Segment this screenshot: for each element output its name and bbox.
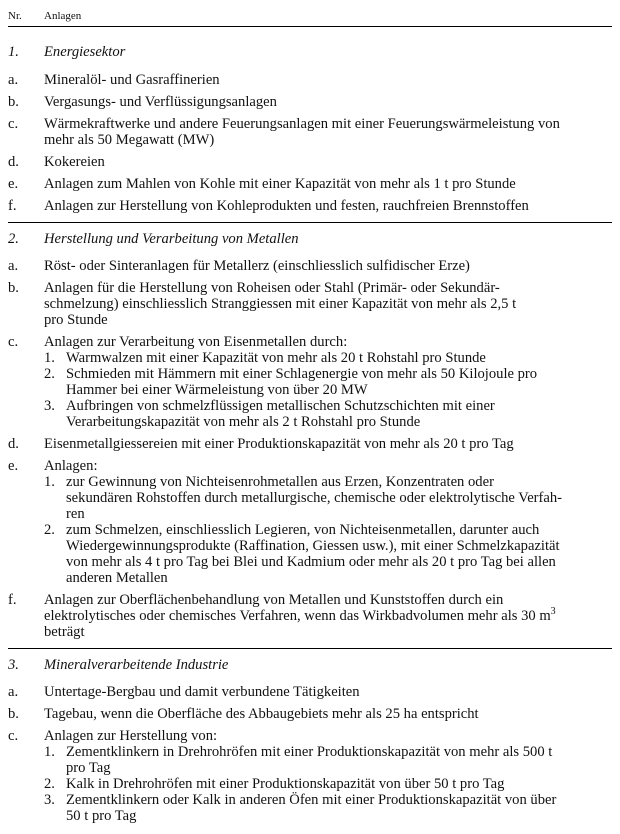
- sub-list-item: 2. zum Schmelzen, einschliesslich Legieren, von Nichteisenmetallen, darunter auch Wiedergewinnungsprodukte (Raffination, Giessen usw.), mit einer Schmelzkapazität von mehr als 4 t pro Tag bei Blei und Kadmium oder mehr als 20 t pro Tag bei allen anderen Metallen: [44, 522, 560, 586]
- list-item: f. Anlagen zur Herstellung von Kohleprodukten und festen, rauchfreien Brennstoffen: [8, 198, 529, 214]
- list-item: b. Anlagen für die Herstellung von Roheisen oder Stahl (Primär- oder Sekundär- schmelzung) einschliesslich Stranggiessen mit einer Kapazität von mehr als 2,5 t pro Stunde: [8, 280, 517, 328]
- sub-list-item: 1. zur Gewinnung von Nichteisenrohmetallen aus Erzen, Konzentraten oder sekundären Rohstoffen durch metallurgische, chemische oder elektrolytische Verfah- ren: [44, 474, 563, 522]
- list-item: e. Anlagen zum Mahlen von Kohle mit einer Kapazität von mehr als 1 t pro Stunde: [8, 176, 516, 192]
- list-item: e. Anlagen:: [8, 458, 98, 474]
- list-item: b. Vergasungs- und Verflüssigungsanlagen: [8, 94, 277, 110]
- header-nr: Nr.: [8, 10, 22, 22]
- sub-list-item: 2. Kalk in Drehrohröfen mit einer Produktionskapazität von über 50 t pro Tag: [44, 776, 505, 792]
- list-item: d. Eisenmetallgiessereien mit einer Produktionskapazität von mehr als 20 t pro Tag: [8, 436, 514, 452]
- list-item: c. Anlagen zur Verarbeitung von Eisenmetallen durch:: [8, 334, 348, 350]
- list-item: a. Röst- oder Sinteranlagen für Metallerz (einschliesslich sulfidischer Erze): [8, 258, 470, 274]
- section-heading: 3. Mineralverarbeitende Industrie: [8, 657, 229, 673]
- list-item: a. Untertage-Bergbau und damit verbundene Tätigkeiten: [8, 684, 360, 700]
- sub-list-item: 1. Warmwalzen mit einer Kapazität von mehr als 20 t Rohstahl pro Stunde: [44, 350, 486, 366]
- header-anlagen: Anlagen: [44, 10, 82, 22]
- sub-list-item: 2. Schmieden mit Hämmern mit einer Schlagenergie von mehr als 50 Kilojoule pro Hammer bei einer Wärmeleistung von über 20 MW: [44, 366, 538, 398]
- section-divider: [8, 222, 612, 223]
- list-item: d. Kokereien: [8, 154, 105, 170]
- section-heading: 1. Energiesektor: [8, 44, 126, 60]
- sub-list-item: 3. Aufbringen von schmelzflüssigen metallischen Schutzschichten mit einer Verarbeitungskapazität von mehr als 2 t Rohstahl pro Stunde: [44, 398, 495, 430]
- list-item: a. Mineralöl- und Gasraffinerien: [8, 72, 220, 88]
- table-header: [8, 0, 612, 27]
- document-page: [8, 0, 612, 824]
- section-heading: 2. Herstellung und Verarbeitung von Metallen: [8, 231, 299, 247]
- list-item: f. Anlagen zur Oberflächenbehandlung von Metallen und Kunststoffen durch ein elektrolytisches oder chemisches Verfahren, wenn das Wirkbadvolumen mehr als 30 $m^3$ beträgt: [8, 592, 556, 640]
- list-item: c. Anlagen zur Herstellung von:: [8, 728, 218, 744]
- list-item: b. Tagebau, wenn die Oberfläche des Abbaugebiets mehr als 25 ha entspricht: [8, 706, 479, 722]
- list-item: c. Wärmekraftwerke und andere Feuerungsanlagen mit einer Feuerungswärmeleistung von mehr als 50 Megawatt (MW): [8, 116, 560, 148]
- section-divider: [8, 648, 612, 649]
- sub-list-item: 1. Zementklinkern in Drehrohröfen mit einer Produktionskapazität von mehr als 500 t pro Tag: [44, 744, 553, 776]
- sub-list-item: 3. Zementklinkern oder Kalk in anderen Öfen mit einer Produktionskapazität von über 50 t pro Tag: [44, 792, 557, 824]
